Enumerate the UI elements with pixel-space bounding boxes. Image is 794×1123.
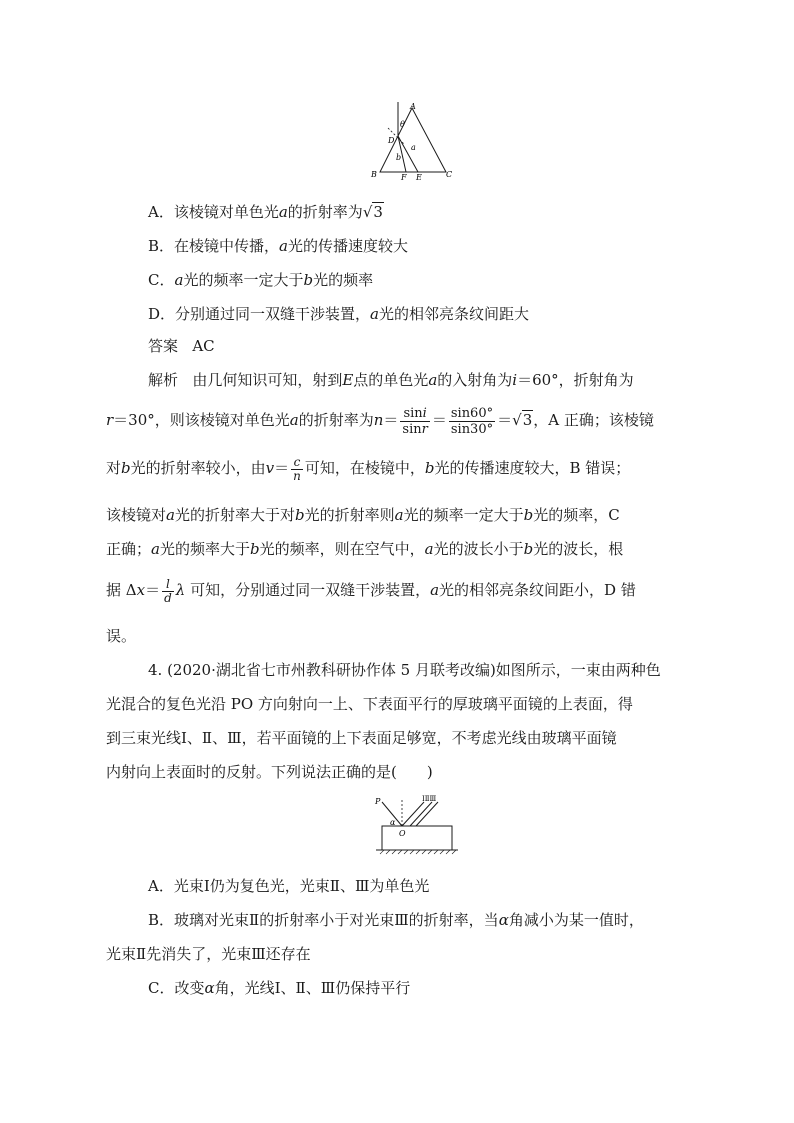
label-b: b: [396, 153, 402, 162]
label-F: F: [401, 173, 407, 182]
fraction-sini-sinr: $\frac{\sin i}{\sin r}$: [402, 405, 428, 437]
label-alpha: α: [390, 818, 396, 827]
ray-III: [416, 802, 438, 826]
glass-plate: [382, 826, 452, 850]
q3-option-d: D．分别通过同一双缝干涉装置，a光的相邻亮条纹间距大: [148, 305, 529, 323]
q3-explanation-line3: 对b光的折射率较小，由v＝ $\frac{c}{n}$ 可知，在棱镜中，b光的传播速度较大，B 错误；: [106, 454, 631, 483]
q4-stem-line4: 内射向上表面时的反射。下列说法正确的是( ): [106, 763, 433, 781]
prism-figure: [368, 100, 458, 182]
q3-explanation-line7: 误。: [106, 627, 137, 645]
fraction-c-n: $\frac{c}{n}$: [293, 454, 301, 483]
q4-option-b-line1: B．玻璃对光束Ⅱ的折射率小于对光束Ⅲ的折射率，当α角减小为某一值时，: [148, 911, 644, 929]
fraction-sin60-sin30: $\frac{\sin 60^\circ}{\sin 30^\circ}$: [450, 405, 494, 437]
q3-answer: 答案 AC: [148, 337, 215, 355]
q4-stem-line3: 到三束光线Ⅰ、Ⅱ、Ⅲ，若平面镜的上下表面足够宽，不考虑光线由玻璃平面镜: [106, 729, 617, 747]
q3-explanation-line4: 该棱镜对a光的折射率大于对b光的折射率则a光的频率一定大于b光的频率，C: [106, 506, 620, 524]
label-theta: θ: [400, 120, 405, 129]
q4-stem-line2: 光混合的复色光沿 PO 方向射向一上、下表面平行的厚玻璃平面镜的上表面，得: [106, 695, 633, 713]
q3-explanation-line1: 解析 由几何知识可知，射到E点的单色光a的入射角为i＝60°，折射角为: [148, 371, 634, 389]
q4-option-c: C．改变α角，光线Ⅰ、Ⅱ、Ⅲ仍保持平行: [148, 979, 411, 997]
label-A: A: [410, 102, 416, 111]
fraction-l-d: $\frac{l}{d}$: [164, 576, 172, 605]
glass-plate-figure: [372, 794, 462, 858]
label-E: E: [416, 173, 422, 182]
q3-explanation-line6: 据 Δx＝ $\frac{l}{d}$ λ 可知，分别通过同一双缝干涉装置，a光的相邻亮条纹间距小，D 错: [106, 576, 636, 605]
q3-explanation-line5: 正确；a光的频率大于b光的频率，则在空气中，a光的波长小于b光的波长，根: [106, 540, 624, 558]
q4-option-b-line2: 光束Ⅱ先消失了，光束Ⅲ还存在: [106, 945, 311, 963]
label-C: C: [446, 170, 453, 179]
label-rays: ⅠⅡⅢ: [422, 795, 437, 803]
q3-option-a: A．该棱镜对单色光a的折射率为√3: [148, 203, 383, 221]
label-O: O: [399, 829, 406, 838]
label-P: P: [375, 797, 381, 806]
q4-option-a: A．光束Ⅰ仍为复色光，光束Ⅱ、Ⅲ为单色光: [148, 877, 430, 895]
q3-explanation-line2: r＝30°，则该棱镜对单色光a的折射率为n＝ $\frac{\sin i}{\sin r}$ ＝ $\frac{\sin 60^\circ}{\sin 30^\circ}$ ＝√3，A 正确；该棱镜: [106, 405, 654, 437]
q3-option-c: C．a光的频率一定大于b光的频率: [148, 271, 374, 289]
label-D: D: [388, 136, 395, 145]
label-a: a: [411, 143, 416, 152]
label-B: B: [371, 170, 377, 179]
q4-stem-line1: 4. (2020·湖北省七市州教科研协作体 5 月联考改编)如图所示，一束由两种色: [148, 661, 661, 679]
ground-hatch: [380, 850, 456, 854]
q3-option-b: B．在棱镜中传播，a光的传播速度较大: [148, 237, 408, 255]
